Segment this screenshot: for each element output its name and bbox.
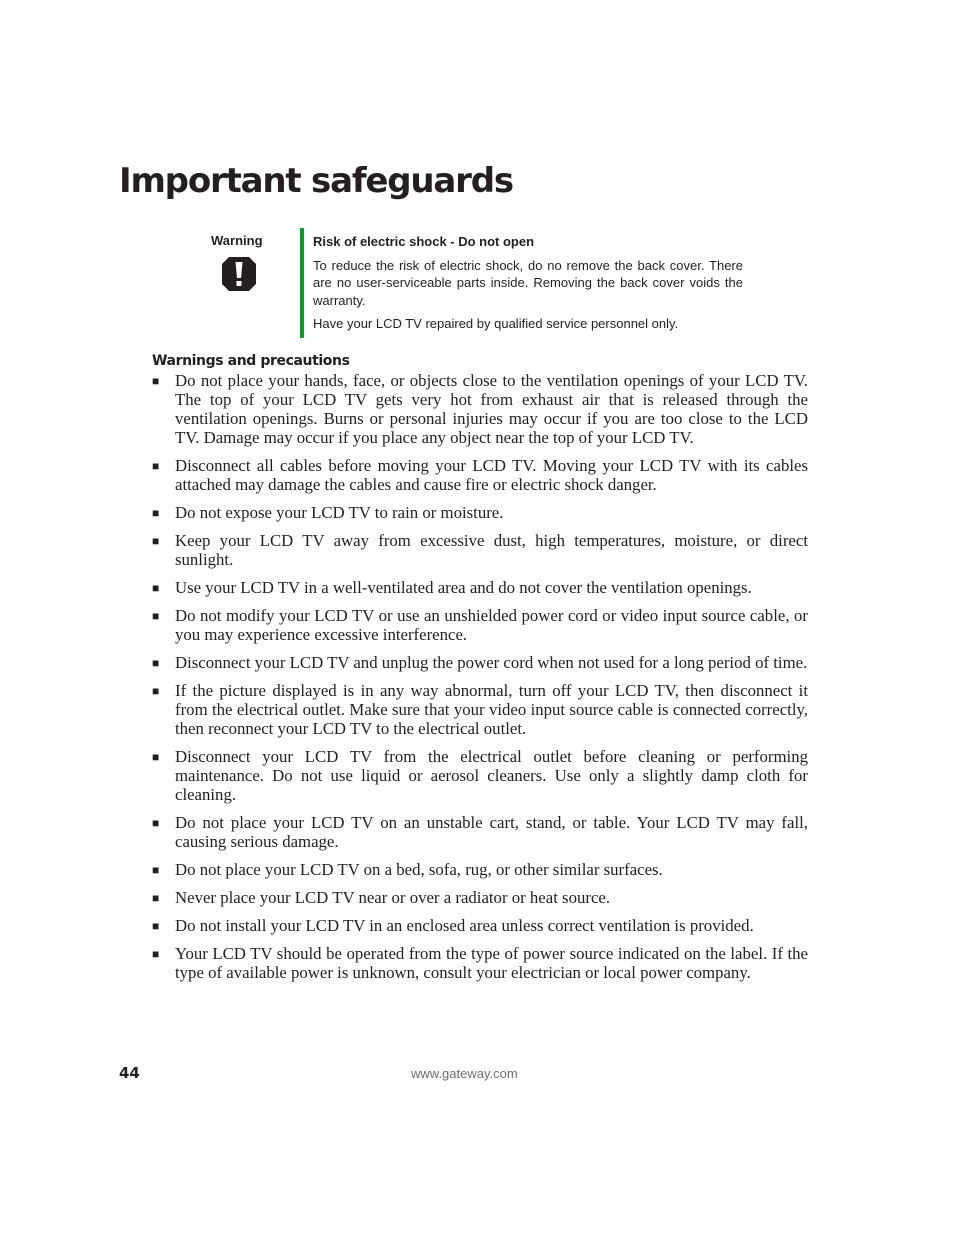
list-item: [152, 579, 808, 598]
list-item: [152, 372, 808, 448]
footer-url[interactable]: www.gateway.com: [411, 1066, 518, 1081]
list-item-text: Do not place your hands, face, or objects close to the ventilation openings of your LCD TV. The top of your LCD TV gets very hot from exhaust air that is released through the ventilation openings. Burns or personal injuries may occur if you are too close to the LCD TV. Damage may occur if you place any object near the top of your LCD TV.: [175, 371, 808, 447]
list-item: [152, 607, 808, 645]
list-item-text: Do not place your LCD TV on a bed, sofa, rug, or other similar surfaces.: [175, 859, 663, 879]
list-item: [152, 861, 808, 880]
list-item-text: Disconnect your LCD TV and unplug the power cord when not used for a long period of time.: [175, 653, 808, 672]
warning-paragraph: To reduce the risk of electric shock, do no remove the back cover. There are no user-serviceable parts inside. Removing the back cover voids the warranty.: [313, 257, 743, 308]
list-item: [152, 457, 808, 495]
list-item-text: Keep your LCD TV away from excessive dust, high temperatures, moisture, or direct sunlight.: [175, 530, 808, 569]
warning-label: Warning: [211, 233, 263, 248]
list-item-text: Do not modify your LCD TV or use an unshielded power cord or video input source cable, or you may experience excessive interference.: [175, 606, 808, 644]
bullet-icon: ■: [152, 947, 160, 962]
precaution-list: [152, 372, 808, 992]
list-item: [152, 889, 808, 908]
page-number: 44: [119, 1064, 140, 1082]
list-item: [152, 945, 808, 983]
list-item: [152, 654, 808, 673]
exclamation-icon: [221, 256, 257, 292]
section-heading: Warnings and precautions: [152, 353, 350, 369]
bullet-icon: ■: [152, 580, 160, 595]
warning-paragraph: Have your LCD TV repaired by qualified service personnel only.: [313, 316, 679, 331]
list-item: [152, 532, 808, 570]
list-item-text: Use your LCD TV in a well-ventilated area and do not cover the ventilation openings.: [175, 577, 752, 597]
list-item: [152, 814, 808, 852]
warning-heading: Risk of electric shock - Do not open: [313, 234, 535, 249]
bullet-icon: ■: [152, 656, 160, 670]
list-item-text: Never place your LCD TV near or over a radiator or heat source.: [175, 888, 611, 907]
list-item: [152, 504, 808, 523]
bullet-icon: ■: [152, 374, 160, 388]
warning-accent-bar: [300, 228, 304, 338]
bullet-icon: ■: [152, 750, 160, 764]
warning-box: [313, 233, 743, 339]
list-item-text: Do not expose your LCD TV to rain or moisture.: [175, 502, 504, 522]
bullet-icon: ■: [152, 891, 160, 905]
bullet-icon: ■: [152, 815, 160, 830]
list-item: [152, 682, 808, 739]
list-item-text: If the picture displayed is in any way abnormal, turn off your LCD TV, then disconnect it from the electrical outlet. Make sure that your video input source cable is connected correctly, then reconnect your LCD TV to the electrical outlet.: [175, 681, 808, 738]
list-item: [152, 748, 808, 805]
list-item-text: Do not install your LCD TV in an enclosed area unless correct ventilation is provided.: [175, 916, 754, 936]
bullet-icon: ■: [152, 862, 160, 877]
bullet-icon: ■: [152, 505, 160, 520]
list-item-text: Your LCD TV should be operated from the type of power source indicated on the label. If the type of available power is unknown, consult your electrician or local power company.: [175, 944, 808, 983]
page-title: Important safeguards: [119, 161, 513, 201]
list-item-text: Disconnect all cables before moving your LCD TV. Moving your LCD TV with its cables attached may damage the cables and cause fire or electric shock danger.: [175, 455, 808, 494]
list-item-text: Disconnect your LCD TV from the electrical outlet before cleaning or performing maintenance. Do not use liquid or aerosol cleaners. Use only a slightly damp cloth for cleaning.: [175, 747, 808, 804]
bullet-icon: ■: [152, 533, 160, 548]
bullet-icon: ■: [152, 609, 160, 623]
bullet-icon: ■: [152, 458, 160, 473]
bullet-icon: ■: [152, 919, 160, 934]
bullet-icon: ■: [152, 684, 160, 699]
list-item-text: Do not place your LCD TV on an unstable cart, stand, or table. Your LCD TV may fall, causing serious damage.: [175, 812, 808, 851]
list-item: [152, 917, 808, 936]
